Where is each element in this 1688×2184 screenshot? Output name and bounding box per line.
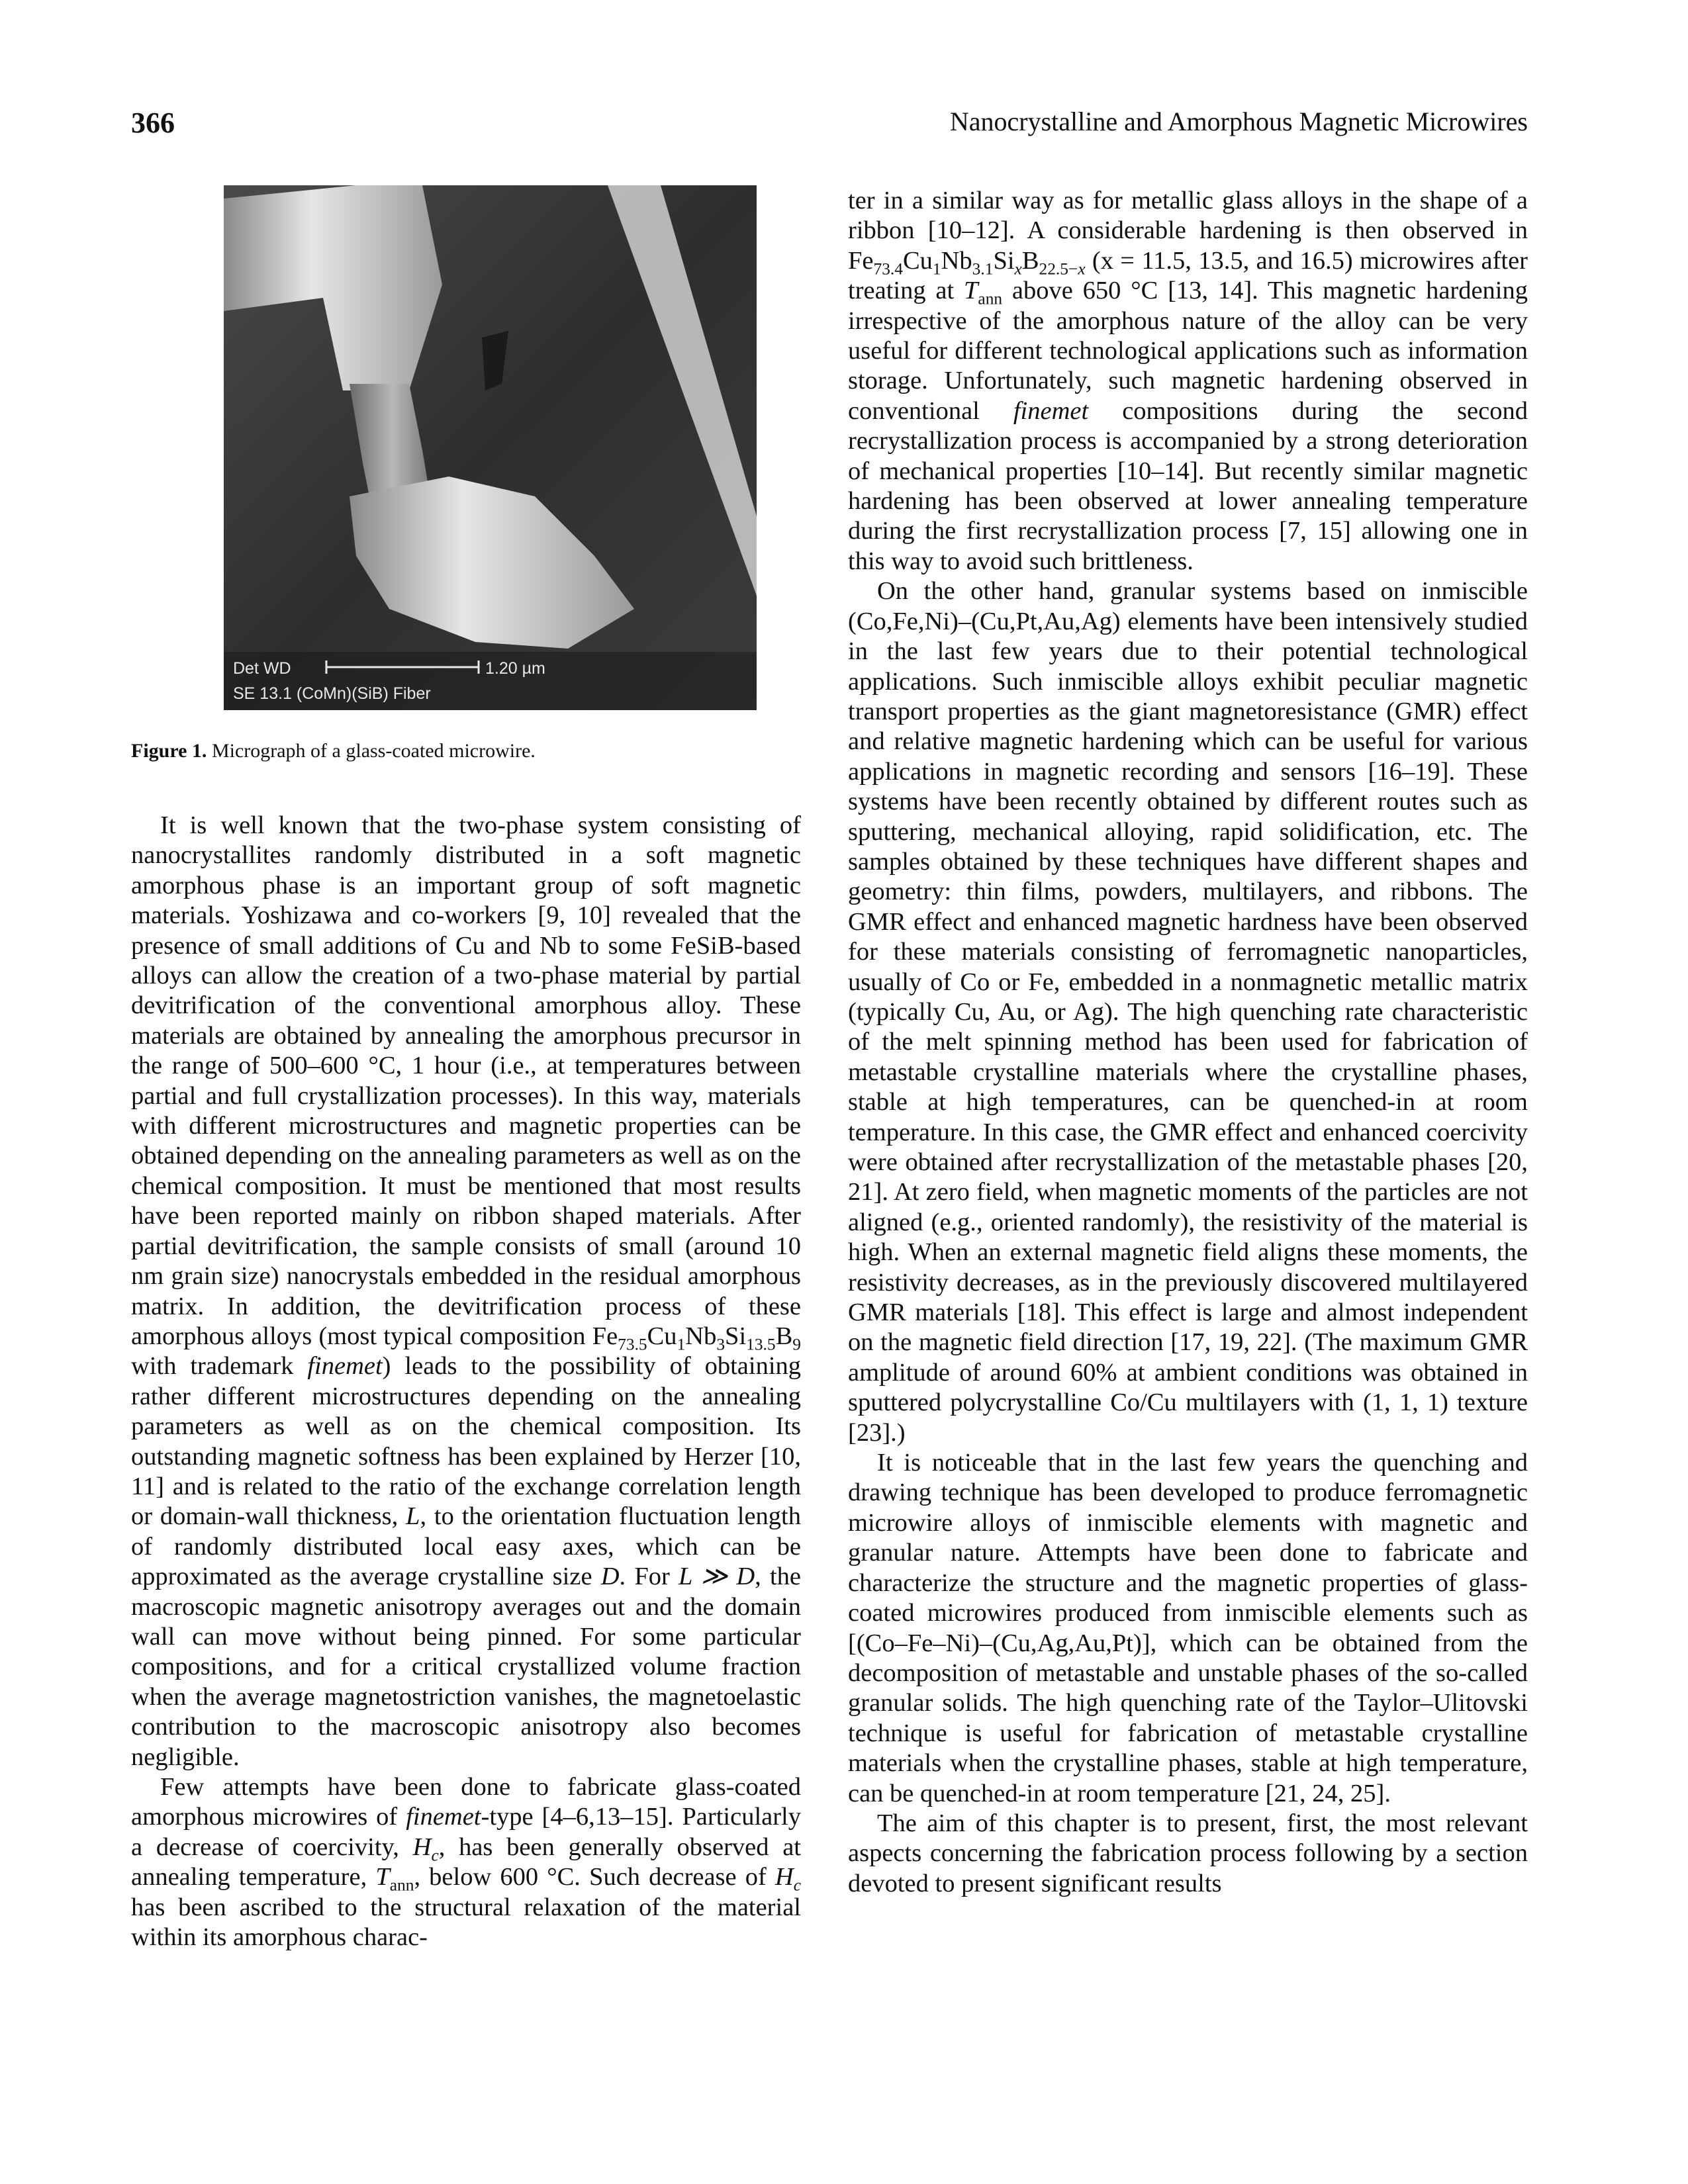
micrograph-figure xyxy=(224,185,757,710)
paragraph: The aim of this chapter is to present, first, the most relevant aspects concerning the fabrication process following by a section devoted to present significant results xyxy=(848,1809,1528,1897)
scale-label: 1.20 µm xyxy=(485,659,545,678)
page-number: 366 xyxy=(131,107,175,139)
figure-label: Figure 1. xyxy=(131,740,207,762)
page-header xyxy=(131,106,1528,143)
paragraph: Few attempts have been done to fabricate glass-coated amorphous microwires of finemet-type [4–6,13–15]. Particularly a decrease of coercivity, $H_c$, has been generally observed at annealing temperature, $T_{ann}$, below 600 °C. Such decrease of $H_c$ has been ascribed to the structural relaxation of the material within its amorphous charac- xyxy=(131,1773,802,1952)
right-column xyxy=(848,186,1528,1899)
formula-finemet: $Fe_{73.5}Cu_1Nb_3Si_{13.5}B_9$ xyxy=(592,1322,801,1354)
left-column xyxy=(131,811,801,1952)
figure-caption-text: Micrograph of a glass-coated microwire. xyxy=(211,740,536,762)
paragraph: It is noticeable that in the last few years the quenching and drawing technique has been developed to produce ferromagnetic microwire alloys of inmiscible elements with magnetic and granular nature. Attempts have been done to fabricate and characterize the structure and the magnetic properties of glass-coated microwires produced from inmiscible elements such as [(Co–Fe–Ni)–(Cu,Ag,Au,Pt)], which can be obtained from the decomposition of metastable and unstable phases of the so-called granular solids. The high quenching rate of the Taylor–Ulitovski technique is useful for fabrication of metastable crystalline materials when the crystalline phases, stable at high temperature, can be quenched-in at room temperature [21, 24, 25]. xyxy=(848,1449,1528,1807)
micrograph-overlay-label: Det WD xyxy=(233,659,291,678)
micrograph-image xyxy=(224,185,757,710)
paragraph: On the other hand, granular systems based on inmiscible (Co,Fe,Ni)–(Cu,Pt,Au,Ag) elements have been intensively studied in the last few years due to their potential technological applications. Such inmiscible alloys exhibit peculiar magnetic transport properties as the giant magnetoresistance (GMR) effect and relative magnetic hardening which can be useful for various applications in magnetic recording and sensors [16–19]. These systems have been recently obtained by different routes such as sputtering, mechanical alloying, rapid solidification, etc. The samples obtained by these techniques have different shapes and geometry: thin films, powders, multilayers, and ribbons. The GMR effect and enhanced magnetic hardness have been observed for these materials consisting of ferromagnetic nanoparticles, usually of Co or Fe, embedded in a nonmagnetic metallic matrix (typically Cu, Au, or Ag). The high quenching rate characteristic of the melt spinning method has been used for fabrication of metastable crystalline materials where the crystalline phases, stable at high temperatures, can be quenched-in at room temperature. In this case, the GMR effect and enhanced coercivity were obtained after recrystallization of the metastable phases [20, 21]. At zero field, when magnetic moments of the particles are not aligned (e.g., oriented randomly), the resistivity of the material is high. When an external magnetic field aligns these moments, the resistivity decreases, as in the previously discovered multilayered GMR materials [18]. This effect is large and almost independent on the magnetic field direction [17, 19, 22]. (The maximum GMR amplitude of around 60% at ambient conditions was obtained in sputtered polycrystalline Co/Cu multilayers with (1, 1, 1) texture [23].) xyxy=(848,577,1528,1447)
paragraph: It is well known that the two-phase system consisting of nanocrystallites randomly distributed in a soft magnetic amorphous phase is an important group of soft magnetic materials. Yoshizawa and co-workers [9, 10] revealed that the presence of small additions of Cu and Nb to some FeSiB-based alloys can allow the creation of a two-phase material by partial devitrification of the conventional amorphous alloy. These materials are obtained by annealing the amorphous precursor in the range of 500–600 °C, 1 hour (i.e., at temperatures between partial and full crystallization processes). In this way, materials with different microstructures and magnetic properties can be obtained depending on the annealing parameters as well as on the chemical composition. It must be mentioned that most results have been reported mainly on ribbon shaped materials. After partial devitrification, the sample consists of small (around 10 nm grain size) nanocrystals embedded in the residual amorphous matrix. In addition, the devitrification process of these amorphous alloys (most typical composition $Fe_{73.5}Cu_1Nb_3Si_{13.5}B_9$ with trademark finemet) leads to the possibility of obtaining rather different microstructures depending on the annealing parameters as well as on the chemical composition. Its outstanding magnetic softness has been explained by Herzer [10, 11] and is related to the ratio of the exchange correlation length or domain-wall thickness, L, to the orientation fluctuation length of randomly distributed local easy axes, which can be approximated as the average crystalline size D. For L ≫ D, the macroscopic magnetic anisotropy averages out and the domain wall can move without being pinned. For some particular compositions, and for a critical crystallized volume fraction when the average magnetostriction vanishes, the magnetoelastic contribution to the macroscopic anisotropy also becomes negligible. xyxy=(131,811,802,1771)
running-title: Nanocrystalline and Amorphous Magnetic Microwires xyxy=(949,107,1528,136)
formula-alloy: $Fe_{73.4}Cu_1Nb_{3.1}Si_xB_{22.5-x}$ xyxy=(848,246,1086,279)
figure-caption xyxy=(131,740,767,762)
paragraph: ter in a similar way as for metallic glass alloys in the shape of a ribbon [10–12]. A considerable hardening is then observed in $Fe_{73.4}Cu_1Nb_{3.1}Si_xB_{22.5-x}$ (x = 11.5, 13.5, and 16.5) microwires after treating at $T_{ann}$ above 650 °C [13, 14]. This magnetic hardening irrespective of the amorphous nature of the alloy can be very useful for different technological applications such as information storage. Unfortunately, such magnetic hardening observed in conventional finemet compositions during the second recrystallization process is accompanied by a strong deterioration of mechanical properties [10–14]. But recently similar magnetic hardening has been observed at lower annealing temperature during the first recrystallization process [7, 15] allowing one in this way to avoid such brittleness. xyxy=(848,187,1528,575)
micrograph-sample-label: SE 13.1 (CoMn)(SiB) Fiber xyxy=(233,684,431,703)
